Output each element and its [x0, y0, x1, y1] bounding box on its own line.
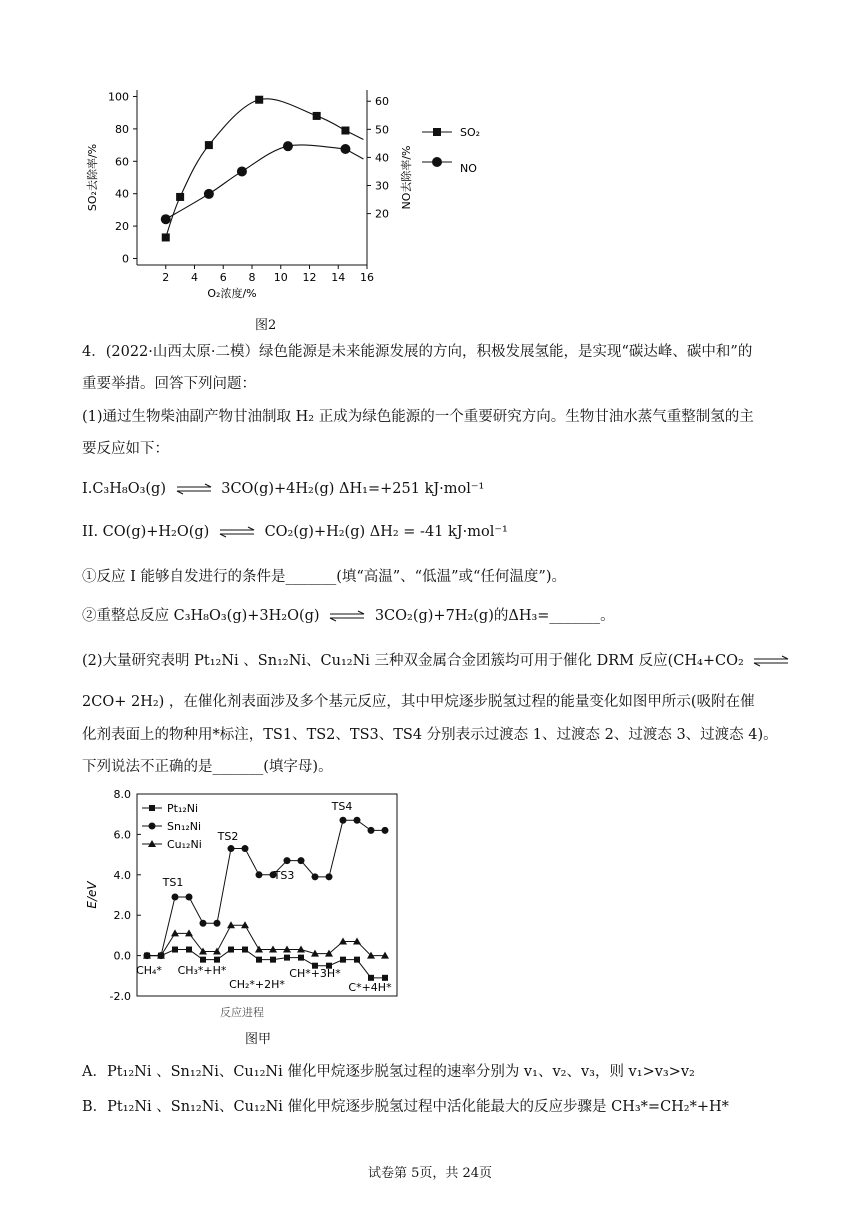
- legend-label-so2: SO₂: [460, 126, 481, 139]
- y-tick-label: 100: [108, 90, 129, 104]
- data-point-sn12ni: [368, 827, 375, 834]
- figure-2-caption: 图2: [255, 318, 277, 333]
- figure-2-chart: [82, 80, 512, 310]
- x-tick-label: 8: [248, 271, 256, 284]
- data-point-sn12ni: [326, 873, 333, 880]
- equilibrium-arrow-icon: [175, 483, 213, 495]
- data-point-sn12ni: [200, 920, 207, 927]
- data-point-no: [204, 189, 214, 199]
- data-point-sn12ni: [172, 894, 179, 901]
- data-point-sn12ni: [214, 920, 221, 927]
- reaction-2: [82, 524, 508, 540]
- part2-line1-text: (2)大量研究表明 Pt₁₂Ni 、Sn₁₂Ni、Cu₁₂Ni 三种双金属合金团簇均可用于催化 DRM 反应(CH₄+CO₂: [82, 653, 744, 669]
- question-1: ①反应 I 能够自发进行的条件是_______(填“高温”、“低温”或“任何温度”)。: [82, 569, 566, 585]
- data-point-so2: [341, 127, 349, 135]
- data-point-pt12ni: [298, 955, 304, 961]
- x-tick-label: 4: [191, 271, 198, 284]
- x-axis-title: 反应进程: [220, 1006, 264, 1019]
- data-point-so2: [255, 96, 263, 104]
- question-header-cont: 重要举措。回答下列问题：: [82, 376, 256, 392]
- data-point-cu12ni: [297, 946, 305, 953]
- data-point-sn12ni: [256, 871, 263, 878]
- part2-line3: 化剂表面上的物种用*标注，TS1、TS2、TS3、TS4 分别表示过渡态 1、过渡态 2、过渡态 3、过渡态 4)。: [82, 727, 778, 743]
- question-2: [82, 604, 615, 625]
- series-line-so2: [166, 99, 364, 238]
- x-tick-label: 10: [273, 271, 288, 284]
- y-tick-label: 4.0: [113, 868, 131, 882]
- species-label: CH₄*: [136, 964, 162, 977]
- data-point-sn12ni: [340, 817, 347, 824]
- legend-marker-so2: [433, 128, 441, 136]
- equilibrium-arrow-icon: [752, 655, 790, 667]
- y-tick-label: 40: [115, 187, 129, 201]
- legend-label-sn12ni: Sn₁₂Ni: [167, 820, 202, 833]
- data-point-cu12ni: [381, 952, 389, 959]
- option-a: A．Pt₁₂Ni 、Sn₁₂Ni、Cu₁₂Ni 催化甲烷逐步脱氢过程的速率分别为 v₁、v₂、v₃，则 v₁>v₃>v₂: [82, 1064, 695, 1080]
- x-tick-label: 16: [360, 271, 374, 284]
- legend-label-pt12ni: Pt₁₂Ni: [167, 802, 199, 815]
- data-point-no: [340, 144, 350, 154]
- part2-line1: [82, 649, 794, 670]
- data-point-so2: [205, 141, 213, 149]
- part2-line4: 下列说法不正确的是_______(填字母)。: [82, 759, 333, 775]
- data-point-cu12ni: [255, 946, 263, 953]
- y-tick-label: 20: [115, 220, 129, 234]
- series-line-cu12ni: [147, 925, 385, 955]
- ts-label: TS2: [217, 830, 239, 843]
- y-tick-label: 0: [122, 252, 129, 266]
- legend-label-cu12ni: Cu₁₂Ni: [167, 838, 202, 851]
- data-point-no: [283, 141, 293, 151]
- y-tick-label: -2.0: [109, 990, 131, 1003]
- y2-tick-label: 60: [375, 95, 389, 109]
- ts-label: TS3: [273, 869, 295, 882]
- ts-label: TS1: [162, 876, 184, 889]
- x-axis-title: O₂浓度/%: [207, 287, 257, 300]
- y2-tick-label: 40: [375, 151, 389, 165]
- data-point-sn12ni: [382, 827, 389, 834]
- reaction-2-left: II. CO(g)+H₂O(g): [82, 524, 210, 540]
- question-header: 4．(2022·山西太原·二模）绿色能源是未来能源发展的方向，积极发展氢能，是实现“碳达峰、碳中和”的: [82, 344, 753, 360]
- data-point-pt12ni: [382, 975, 388, 981]
- part1-line1: (1)通过生物柴油副产物甘油制取 H₂ 正成为绿色能源的一个重要研究方向。生物甘油水蒸气重整制氢的主: [82, 409, 754, 425]
- data-point-pt12ni: [214, 957, 220, 963]
- data-point-cu12ni: [283, 946, 291, 953]
- species-label: C*+4H*: [348, 981, 392, 994]
- legend-label-no: NO: [460, 162, 477, 175]
- series-line-no: [166, 145, 364, 219]
- legend-marker-no: [432, 157, 442, 167]
- figure-a-caption: 图甲: [245, 1032, 272, 1047]
- data-point-cu12ni: [227, 921, 235, 928]
- species-label: CH₂*+2H*: [229, 978, 285, 991]
- legend-marker-pt12ni: [149, 805, 155, 811]
- y-tick-label: 8.0: [113, 788, 131, 801]
- reaction-2-right: CO₂(g)+H₂(g) ΔH₂ = -41 kJ·mol⁻¹: [264, 524, 508, 540]
- data-point-cu12ni: [241, 921, 249, 928]
- data-point-pt12ni: [186, 947, 192, 953]
- data-point-no: [237, 166, 247, 176]
- option-b: B．Pt₁₂Ni 、Sn₁₂Ni、Cu₁₂Ni 催化甲烷逐步脱氢过程中活化能最大的反应步骤是 CH₃*=CH₂*+H*: [82, 1099, 729, 1115]
- data-point-pt12ni: [256, 957, 262, 963]
- x-tick-label: 2: [162, 271, 170, 284]
- data-point-so2: [313, 112, 321, 120]
- species-label: CH₃*+H*: [177, 964, 227, 977]
- y-left-axis-title: SO₂去除率/%: [86, 143, 99, 212]
- question-2-right: 3CO₂(g)+7H₂(g)的ΔH₃=_______。: [374, 608, 615, 624]
- part1-line2: 要反应如下：: [82, 441, 169, 457]
- y-tick-label: 60: [115, 155, 129, 169]
- data-point-sn12ni: [284, 857, 291, 864]
- reaction-1-right: 3CO(g)+4H₂(g) ΔH₁=+251 kJ·mol⁻¹: [221, 481, 485, 497]
- data-point-sn12ni: [228, 845, 235, 852]
- reaction-1: [82, 481, 484, 497]
- part2-line2: 2CO+ 2H₂) ，在催化剂表面涉及多个基元反应，其中甲烷逐步脱氢过程的能量变化如图甲所示(吸附在催: [82, 694, 755, 710]
- y2-tick-label: 30: [375, 179, 389, 193]
- data-point-so2: [176, 193, 184, 201]
- species-label: CH*+3H*: [289, 967, 341, 980]
- equilibrium-arrow-icon: [328, 610, 366, 622]
- legend-marker-sn12ni: [149, 823, 156, 830]
- y-tick-label: 2.0: [113, 909, 131, 923]
- data-point-pt12ni: [368, 975, 374, 981]
- data-point-pt12ni: [270, 957, 276, 963]
- data-point-sn12ni: [312, 873, 319, 880]
- data-point-pt12ni: [354, 957, 360, 963]
- data-point-so2: [162, 233, 170, 241]
- y2-tick-label: 20: [375, 207, 389, 221]
- y-axis-title: E/eV: [85, 881, 99, 909]
- page-footer: 试卷第 5页，共 24页: [367, 1166, 493, 1181]
- data-point-pt12ni: [172, 947, 178, 953]
- question-2-left: ②重整总反应 C₃H₈O₃(g)+3H₂O(g): [82, 608, 320, 624]
- data-point-pt12ni: [228, 947, 234, 953]
- equilibrium-arrow-icon: [218, 526, 256, 538]
- y-tick-label: 80: [115, 122, 129, 136]
- data-point-sn12ni: [242, 845, 249, 852]
- x-tick-label: 14: [331, 271, 346, 284]
- x-tick-label: 12: [302, 271, 317, 284]
- x-tick-label: 6: [219, 271, 227, 284]
- data-point-pt12ni: [242, 947, 248, 953]
- y2-tick-label: 50: [375, 123, 389, 137]
- ts-label: TS4: [331, 800, 353, 813]
- y-right-axis-title: NO去除率/%: [400, 145, 413, 210]
- reaction-1-left: I.C₃H₈O₃(g): [82, 481, 166, 497]
- data-point-cu12ni: [269, 946, 277, 953]
- y-tick-label: 0.0: [113, 949, 131, 963]
- data-point-pt12ni: [284, 955, 290, 961]
- data-point-sn12ni: [298, 857, 305, 864]
- data-point-sn12ni: [354, 817, 361, 824]
- y-tick-label: 6.0: [113, 828, 131, 842]
- data-point-sn12ni: [186, 894, 193, 901]
- data-point-no: [161, 214, 171, 224]
- figure-a-chart: [82, 782, 412, 1022]
- data-point-pt12ni: [340, 957, 346, 963]
- data-point-pt12ni: [200, 957, 206, 963]
